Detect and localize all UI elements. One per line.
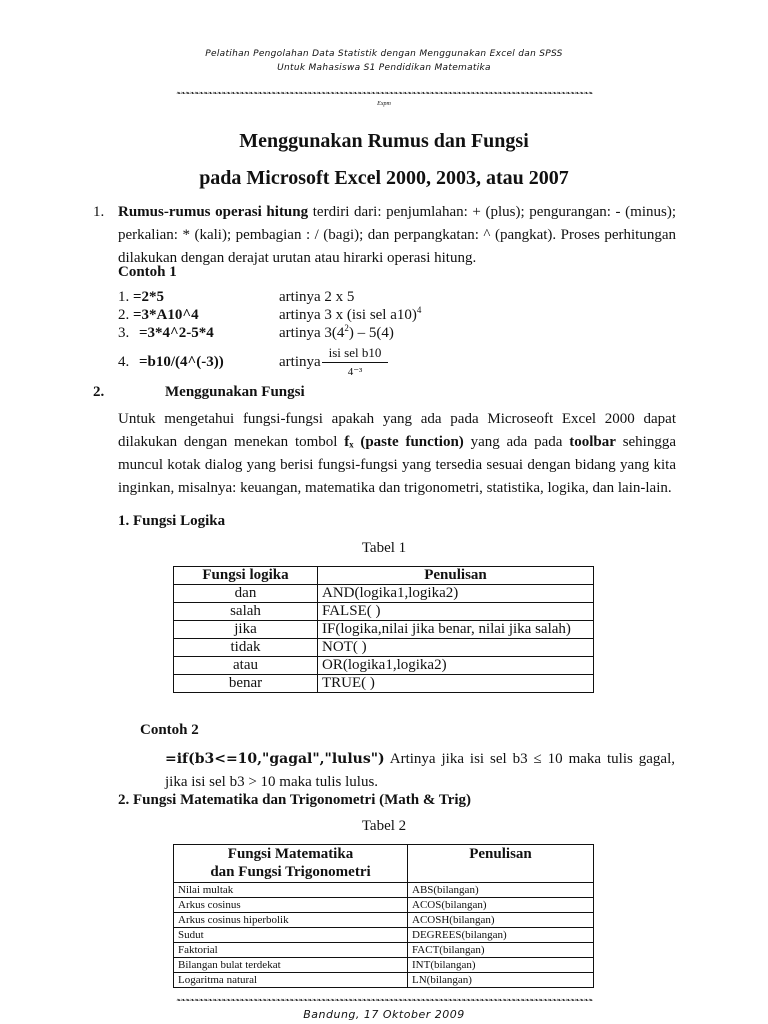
example-1-label: Contoh 1 — [118, 264, 177, 280]
table-cell: AND(logika1,logika2) — [318, 585, 594, 603]
toolbar-text: toolbar — [569, 434, 616, 450]
section-2-paragraph — [118, 408, 676, 500]
section-2-heading: Menggunakan Fungsi — [165, 384, 305, 400]
table-cell: atau — [174, 657, 318, 675]
table-cell: Sudut — [174, 928, 408, 943]
table-cell: Arkus cosinus — [174, 898, 408, 913]
header-line-1: Pelatihan Pengolahan Data Statistik dengan Menggunakan Excel dan SPSS — [205, 49, 563, 59]
section-2-text-c: sehingga muncul kotak dialog yang berisi fungsi-fungsi yang tersedia sesuai dengan bidang yang kita inginkan, misalnya: keuangan, matematika dan trigonometri, statistika, logika, dan lain-lain. — [118, 434, 677, 496]
ornament-mark: Expm — [377, 101, 391, 107]
fraction-denominator: 4⁻³ — [347, 366, 363, 378]
subsection-2-label: 2. Fungsi Matematika dan Trigonometri (Math & Trig) — [118, 792, 472, 808]
example-1-row-4 — [118, 354, 224, 371]
example-number: 4. — [118, 354, 130, 370]
example-1-meaning-1: artinya 2 x 5 — [279, 289, 355, 305]
table-cell: Nilai multak — [174, 883, 408, 898]
table-cell: FALSE( ) — [318, 603, 594, 621]
section-2-number: 2. — [93, 384, 105, 400]
table-row — [174, 928, 594, 943]
table-cell: OR(logika1,logika2) — [318, 657, 594, 675]
meaning-superscript: 2 — [344, 323, 349, 333]
table-header-cell: Penulisan — [318, 567, 594, 585]
table-row — [174, 898, 594, 913]
table-header-cell: Penulisan — [408, 845, 594, 883]
meaning-superscript: 4 — [416, 305, 422, 315]
table-1 — [173, 566, 594, 693]
section-1-paragraph — [93, 201, 676, 270]
table-cell: DEGREES(bilangan) — [408, 928, 594, 943]
example-1-row-1 — [118, 289, 164, 306]
table-cell: LN(bilangan) — [408, 973, 594, 988]
table-cell: ACOS(bilangan) — [408, 898, 594, 913]
footer-date: Bandung, 17 Oktober 2009 — [303, 1008, 465, 1021]
table-2 — [173, 844, 594, 988]
example-number: 3. — [118, 325, 130, 341]
table-cell: Faktorial — [174, 943, 408, 958]
meaning-text: artinya 3 x (isi sel a10) — [279, 307, 417, 323]
table-cell: IF(logika,nilai jika benar, nilai jika salah) — [318, 621, 594, 639]
fx-symbol: fₓ — [344, 434, 354, 450]
example-formula: =3*A10^4 — [133, 307, 199, 323]
example-2-formula: =if(b3<=10,"gagal","lulus") — [165, 751, 385, 767]
example-formula: =3*4^2-5*4 — [139, 325, 214, 341]
document-title-line-2: pada Microsoft Excel 2000, 2003, atau 2007 — [199, 167, 569, 189]
header-line-2: dan Fungsi Trigonometri — [210, 864, 371, 880]
table-cell: Arkus cosinus hiperbolik — [174, 913, 408, 928]
example-1-meaning-4: artinya — [279, 354, 321, 370]
bottom-ornament-border: ❧❧❧❧❧❧❧❧❧❧❧❧❧❧❧❧❧❧❧❧❧❧❧❧❧❧❧❧❧❧❧❧❧❧❧❧❧❧❧❧❧❧❧❧❧❧❧❧❧❧❧❧❧❧❧❧❧❧❧❧❧❧❧❧❧❧❧❧❧❧❧❧❧❧❧❧❧❧❧❧❧❧❧❧❧❧❧❧❧❧❧❧ — [176, 997, 593, 1004]
table-cell: Logaritma natural — [174, 973, 408, 988]
table-header-row — [174, 845, 594, 883]
table-cell: Bilangan bulat terdekat — [174, 958, 408, 973]
table-row — [174, 943, 594, 958]
header-line-1: Fungsi Matematika — [227, 846, 354, 862]
table-cell: NOT( ) — [318, 639, 594, 657]
table-row — [174, 603, 594, 621]
example-2-paragraph — [165, 748, 675, 794]
meaning-text-a: artinya 3(4 — [279, 325, 345, 341]
meaning-text-b: ) – 5(4) — [348, 325, 394, 341]
table-row — [174, 883, 594, 898]
example-formula: =b10/(4^(-3)) — [139, 354, 224, 370]
example-formula: =2*5 — [133, 289, 165, 305]
table-cell: benar — [174, 675, 318, 693]
example-1-row-2 — [118, 307, 199, 324]
table-cell: tidak — [174, 639, 318, 657]
table-cell: ACOSH(bilangan) — [408, 913, 594, 928]
paste-function-text: (paste function) — [360, 434, 464, 450]
table-cell: FACT(bilangan) — [408, 943, 594, 958]
example-1-meaning-3 — [279, 325, 394, 342]
fraction-numerator: isi sel b10 — [322, 345, 388, 363]
example-1-row-3 — [118, 325, 214, 342]
table-2-caption: Tabel 2 — [361, 818, 407, 834]
top-ornament-border: ❧❧❧❧❧❧❧❧❧❧❧❧❧❧❧❧❧❧❧❧❧❧❧❧❧❧❧❧❧❧❧❧❧❧❧❧❧❧❧❧❧❧❧❧❧❧❧❧❧❧❧❧❧❧❧❧❧❧❧❧❧❧❧❧❧❧❧❧❧❧❧❧❧❧❧❧❧❧❧❧❧❧❧❧❧❧❧❧❧❧❧❧ — [176, 90, 593, 97]
table-row — [174, 958, 594, 973]
table-header-row — [174, 567, 594, 585]
table-row — [174, 675, 594, 693]
table-cell: salah — [174, 603, 318, 621]
table-row — [174, 657, 594, 675]
table-row — [174, 973, 594, 988]
section-1-number: 1. — [93, 204, 105, 220]
section-1-bold-lead: Rumus-rumus operasi hitung — [118, 204, 309, 220]
table-cell: dan — [174, 585, 318, 603]
table-row — [174, 913, 594, 928]
section-2-text-b: yang ada pada — [463, 434, 570, 450]
table-row — [174, 621, 594, 639]
example-2-label: Contoh 2 — [140, 722, 199, 738]
table-cell: TRUE( ) — [318, 675, 594, 693]
subsection-1-label: 1. Fungsi Logika — [118, 513, 226, 529]
table-row — [174, 639, 594, 657]
table-cell: INT(bilangan) — [408, 958, 594, 973]
table-cell: jika — [174, 621, 318, 639]
header-line-2: Untuk Mahasiswa S1 Pendidikan Matematika — [277, 63, 491, 73]
document-title-line-1: Menggunakan Rumus dan Fungsi — [239, 130, 529, 152]
table-row — [174, 585, 594, 603]
table-cell: ABS(bilangan) — [408, 883, 594, 898]
example-1-meaning-2 — [279, 307, 421, 324]
example-number: 2. — [118, 307, 130, 323]
table-header-cell — [174, 845, 408, 883]
example-number: 1. — [118, 289, 130, 305]
example-2-text: Artinya jika isi sel b3 ≤ 10 maka tulis gagal, jika isi sel b3 > 10 maka tulis lulus. — [165, 751, 675, 790]
fraction — [322, 345, 388, 378]
table-header-cell: Fungsi logika — [174, 567, 318, 585]
section-1-text: terdiri dari: penjumlahan: + (plus); pengurangan: - (minus); perkalian: * (kali); pembagian : / (bagi); dan perpangkatan: ^ (pangkat). Proses perhitungan dilakukan dengan derajat urutan atau hirarki operasi hitung. — [118, 204, 676, 266]
table-1-caption: Tabel 1 — [361, 540, 407, 556]
section-2-text-a: Untuk mengetahui fungsi-fungsi apakah yang ada pada Microseoft Excel 2000 dapat dilakukan dengan menekan tombol — [118, 411, 676, 450]
